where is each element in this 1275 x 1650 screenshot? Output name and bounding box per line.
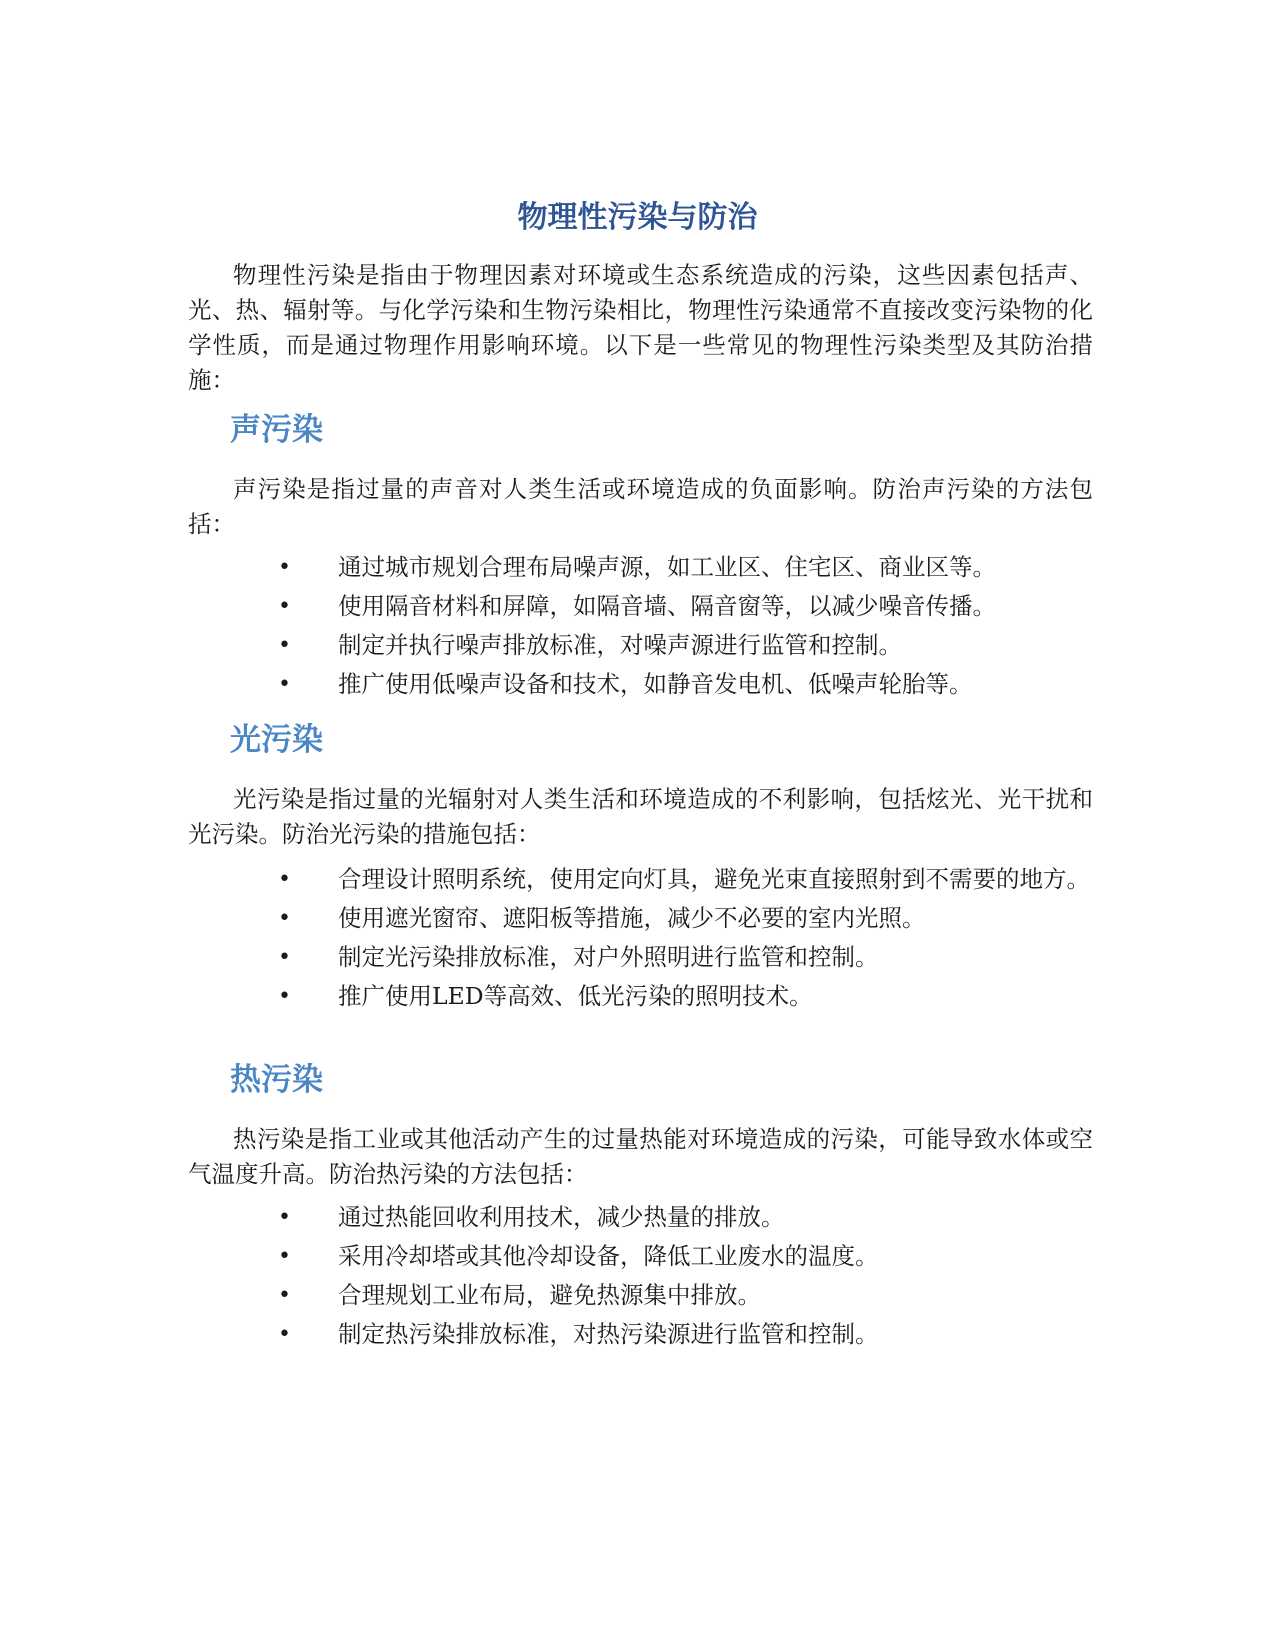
bullet-icon: •: [278, 867, 291, 892]
list-item: • 制定光污染排放标准，对户外照明进行监管和控制。: [188, 938, 1093, 977]
bullet-list-noise: [188, 548, 1093, 704]
list-item: • 使用遮光窗帘、遮阳板等措施，减少不必要的室内光照。: [188, 899, 1093, 938]
bullet-list-heat: [188, 1198, 1093, 1354]
bullet-icon: •: [278, 906, 291, 931]
bullet-icon: •: [278, 945, 291, 970]
bullet-icon: •: [278, 1322, 291, 1347]
section-heading-heat: 热污染: [230, 1062, 323, 1098]
section-text-noise: 声污染是指过量的声音对人类生活或环境造成的负面影响。防治声污染的方法包括：: [188, 475, 1093, 538]
list-item: • 合理设计照明系统，使用定向灯具，避免光束直接照射到不需要的地方。: [188, 862, 1093, 897]
list-item: • 采用冷却塔或其他冷却设备，降低工业废水的温度。: [188, 1237, 1093, 1276]
bullet-icon: •: [278, 1244, 291, 1269]
list-item: • 推广使用LED等高效、低光污染的照明技术。: [188, 977, 1093, 1016]
list-item: • 制定并执行噪声排放标准，对噪声源进行监管和控制。: [188, 626, 1093, 665]
list-item: • 制定热污染排放标准，对热污染源进行监管和控制。: [188, 1315, 1093, 1354]
bullet-icon: •: [278, 672, 291, 697]
list-item: • 推广使用低噪声设备和技术，如静音发电机、低噪声轮胎等。: [188, 665, 1093, 704]
list-item: • 通过热能回收利用技术，减少热量的排放。: [188, 1198, 1093, 1237]
list-item: • 使用隔音材料和屏障，如隔音墙、隔音窗等，以减少噪音传播。: [188, 587, 1093, 626]
section-text-light: 光污染是指过量的光辐射对人类生活和环境造成的不利影响，包括炫光、光干扰和光污染。防治光污染的措施包括：: [188, 785, 1093, 848]
bullet-icon: •: [278, 633, 291, 658]
bullet-icon: •: [278, 594, 291, 619]
list-item: • 通过城市规划合理布局噪声源，如工业区、住宅区、商业区等。: [188, 548, 1093, 587]
list-item: • 合理规划工业布局，避免热源集中排放。: [188, 1276, 1093, 1315]
bullet-list-light: [188, 860, 1093, 1016]
section-heading-noise: 声污染: [230, 412, 323, 448]
page-title: 物理性污染与防治: [517, 200, 758, 235]
intro-paragraph: 物理性污染是指由于物理因素对环境或生态系统造成的污染，这些因素包括声、光、热、辐射等。与化学污染和生物污染相比，物理性污染通常不直接改变污染物的化学性质，而是通过物理作用影响环境。以下是一些常见的物理性污染类型及其防治措施：: [188, 261, 1093, 394]
bullet-icon: •: [278, 1205, 291, 1230]
bullet-icon: •: [278, 555, 291, 580]
bullet-icon: •: [278, 984, 291, 1009]
section-text-heat: 热污染是指工业或其他活动产生的过量热能对环境造成的污染，可能导致水体或空气温度升高。防治热污染的方法包括：: [188, 1125, 1093, 1188]
section-heading-light: 光污染: [230, 722, 323, 758]
bullet-icon: •: [278, 1283, 291, 1308]
